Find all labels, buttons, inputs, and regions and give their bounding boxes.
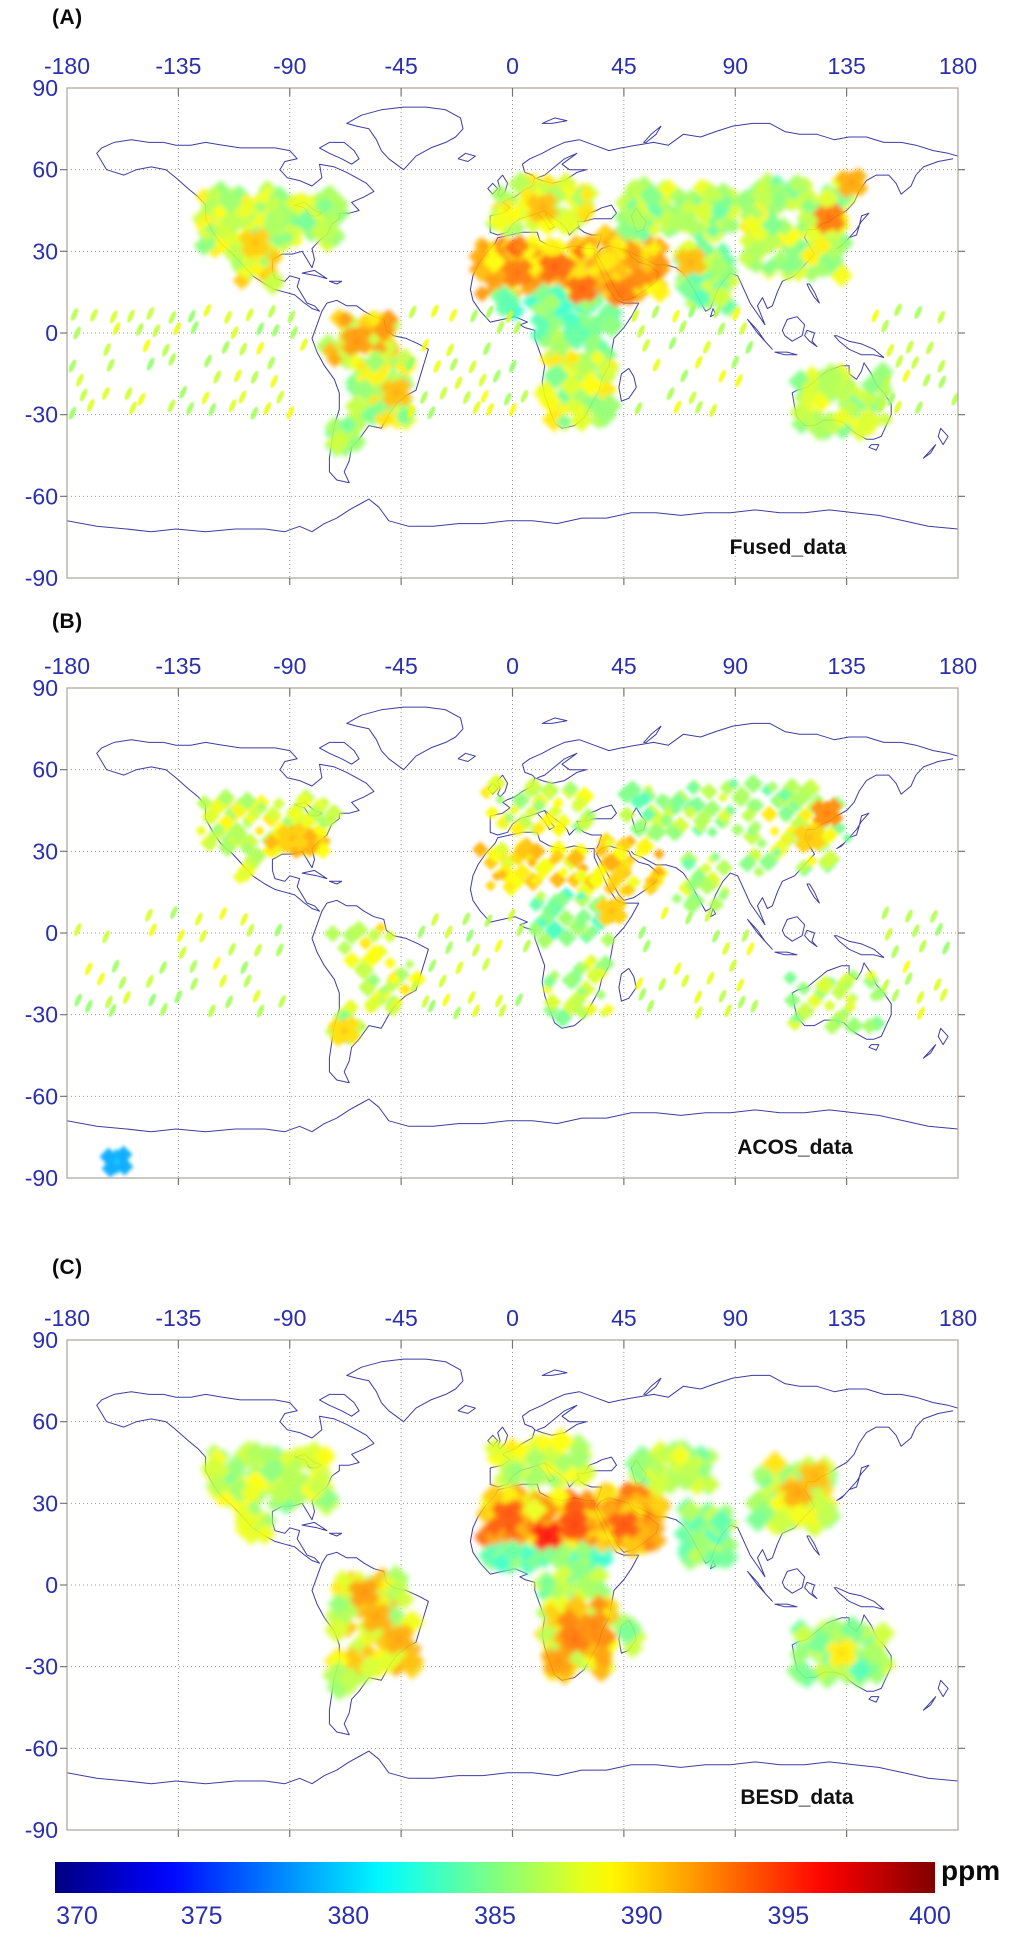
coastline-novaya-zemlya (644, 726, 661, 742)
colorbar-tick-label: 375 (180, 1902, 223, 1930)
x-tick-label: -90 (273, 1305, 307, 1331)
coastline-svalbard (542, 118, 567, 124)
coastline-new-zealand-north (938, 1028, 948, 1044)
y-tick-label: 30 (32, 1490, 58, 1517)
x-tick-label: 135 (827, 53, 866, 79)
coastline-borneo (782, 317, 804, 342)
coastline-novaya-zemlya (644, 126, 661, 142)
coastline-madagascar (619, 968, 636, 1001)
colorbar-tick-label: 370 (56, 1902, 98, 1930)
panel-fused_data (25, 53, 977, 591)
colorbar-tick-label: 390 (620, 1902, 663, 1930)
x-tick-label: -45 (384, 653, 418, 679)
coastline-svalbard (542, 718, 567, 724)
panel-c-dataset-label: BESD_data (740, 1786, 854, 1809)
coastline-iceland (458, 153, 475, 161)
grid (67, 1340, 958, 1830)
coastline-cuba (302, 1522, 327, 1530)
coastline-java (775, 1604, 797, 1607)
x-tick-label: -180 (43, 53, 91, 79)
x-tick-label: 180 (938, 1305, 978, 1331)
coastline-new-guinea (834, 1588, 884, 1610)
coastline-cuba (302, 870, 327, 878)
y-tick-label: -60 (24, 1083, 58, 1110)
coastline-hispaniola (329, 281, 341, 284)
panel-b-letter: (B) (52, 610, 83, 633)
x-tick-label: 0 (506, 653, 519, 679)
coastline-hispaniola (329, 881, 341, 884)
coastline-antarctica (67, 499, 958, 532)
coastline-antarctica (67, 1751, 958, 1784)
panel-a-letter: (A) (52, 6, 83, 29)
x-tick-label: -135 (155, 653, 202, 679)
coastline-baffin-island (320, 742, 360, 764)
y-tick-label: 90 (32, 75, 58, 101)
coastline-tasmania (869, 1045, 879, 1051)
x-tick-label: -90 (273, 53, 307, 79)
y-tick-label: -90 (24, 1165, 58, 1191)
panel-acos_data (25, 653, 977, 1191)
x-tick-label: 135 (827, 1305, 866, 1331)
colorbar-tick-label: 400 (909, 1902, 951, 1930)
x-tick-label: 45 (611, 1305, 637, 1331)
x-tick-label: 135 (827, 653, 866, 679)
coastline-baffin-island (320, 1394, 360, 1416)
x-tick-label: 90 (722, 1305, 749, 1331)
coastline-novaya-zemlya (644, 1378, 661, 1394)
panel-b-dataset-label: ACOS_data (737, 1136, 853, 1159)
y-tick-label: 90 (32, 675, 58, 701)
xco2-data-layer (100, 774, 888, 1178)
coastline-greenland (347, 707, 463, 770)
x-tick-label: -180 (43, 1305, 91, 1331)
coastline-new-guinea (834, 936, 884, 958)
y-tick-label: 60 (32, 156, 58, 183)
y-tick-label: -60 (24, 483, 58, 510)
coastline-sumatra (748, 1571, 773, 1601)
coastline-hispaniola (329, 1533, 341, 1536)
coastline-java (775, 952, 797, 955)
x-tick-label: -45 (384, 53, 418, 79)
x-tick-label: -180 (43, 653, 91, 679)
y-tick-label: -30 (24, 1653, 58, 1680)
coastline-greenland (347, 107, 463, 170)
coastline-new-zealand-south (923, 1697, 935, 1711)
coastline-new-guinea (834, 336, 884, 358)
x-tick-label: 90 (722, 53, 749, 79)
colorbar (55, 1862, 951, 1930)
coastline-baffin-island (320, 142, 360, 164)
y-tick-label: -30 (24, 1001, 58, 1028)
coastline-iceland (458, 1405, 475, 1413)
x-tick-label: 45 (611, 653, 637, 679)
y-tick-label: 0 (45, 920, 58, 946)
x-tick-label: 0 (506, 53, 519, 79)
coastline-greenland (347, 1359, 463, 1422)
colorbar-tick-label: 385 (474, 1902, 516, 1930)
x-tick-label: -135 (155, 1305, 202, 1331)
coastline-eurasia-arctic (522, 723, 958, 764)
y-tick-label: 90 (32, 1327, 58, 1353)
coastline-iceland (458, 753, 475, 761)
coastline-new-zealand-north (938, 1680, 948, 1696)
coastline-tasmania (869, 1697, 879, 1703)
y-tick-label: 30 (32, 838, 58, 865)
colorbar-unit-label: ppm (941, 1855, 1001, 1886)
y-tick-label: 0 (45, 320, 58, 346)
x-tick-label: 90 (722, 653, 749, 679)
x-tick-label: 45 (611, 53, 637, 79)
coastline-new-zealand-south (923, 445, 935, 459)
y-tick-label: -30 (24, 401, 58, 428)
coastline-philippines (807, 284, 819, 303)
coastline-tasmania (869, 445, 879, 451)
coastline-new-zealand-south (923, 1045, 935, 1059)
coastline-borneo (782, 917, 804, 942)
coastline-cuba (302, 270, 327, 278)
coastline-madagascar (619, 368, 636, 401)
coastline-antarctica (67, 1099, 958, 1132)
panel-a-dataset-label: Fused_data (729, 536, 847, 559)
x-tick-label: -45 (384, 1305, 418, 1331)
x-tick-label: -135 (155, 53, 202, 79)
coastline-borneo (782, 1569, 804, 1594)
coastline-philippines (807, 884, 819, 903)
xco2-data-layer (200, 1428, 896, 1701)
x-tick-label: 180 (938, 653, 978, 679)
y-tick-label: 60 (32, 756, 58, 783)
y-tick-label: 30 (32, 238, 58, 265)
coastline-svalbard (542, 1370, 567, 1376)
grid (67, 688, 958, 1178)
y-tick-label: -90 (24, 565, 58, 591)
coastline-eurasia-arctic (522, 123, 958, 164)
coastline-japan (837, 1465, 869, 1500)
y-tick-label: -90 (24, 1817, 58, 1843)
y-tick-label: -60 (24, 1735, 58, 1762)
coastline-java (775, 352, 797, 355)
panel-c-letter: (C) (52, 1256, 83, 1279)
x-tick-label: 180 (938, 53, 978, 79)
colorbar-tick-label: 380 (327, 1902, 370, 1930)
y-tick-label: 0 (45, 1572, 58, 1598)
y-tick-label: 60 (32, 1408, 58, 1435)
coastline-eurasia-arctic (522, 1375, 958, 1416)
x-tick-label: -90 (273, 653, 307, 679)
x-tick-label: 0 (506, 1305, 519, 1331)
coastline-new-zealand-north (938, 428, 948, 444)
colorbar-gradient (55, 1862, 935, 1893)
grid (67, 88, 958, 578)
panel-besd_data (25, 1305, 977, 1843)
colorbar-tick-label: 395 (767, 1902, 810, 1930)
xco2-data-layer (191, 167, 894, 458)
coastline-philippines (807, 1536, 819, 1555)
